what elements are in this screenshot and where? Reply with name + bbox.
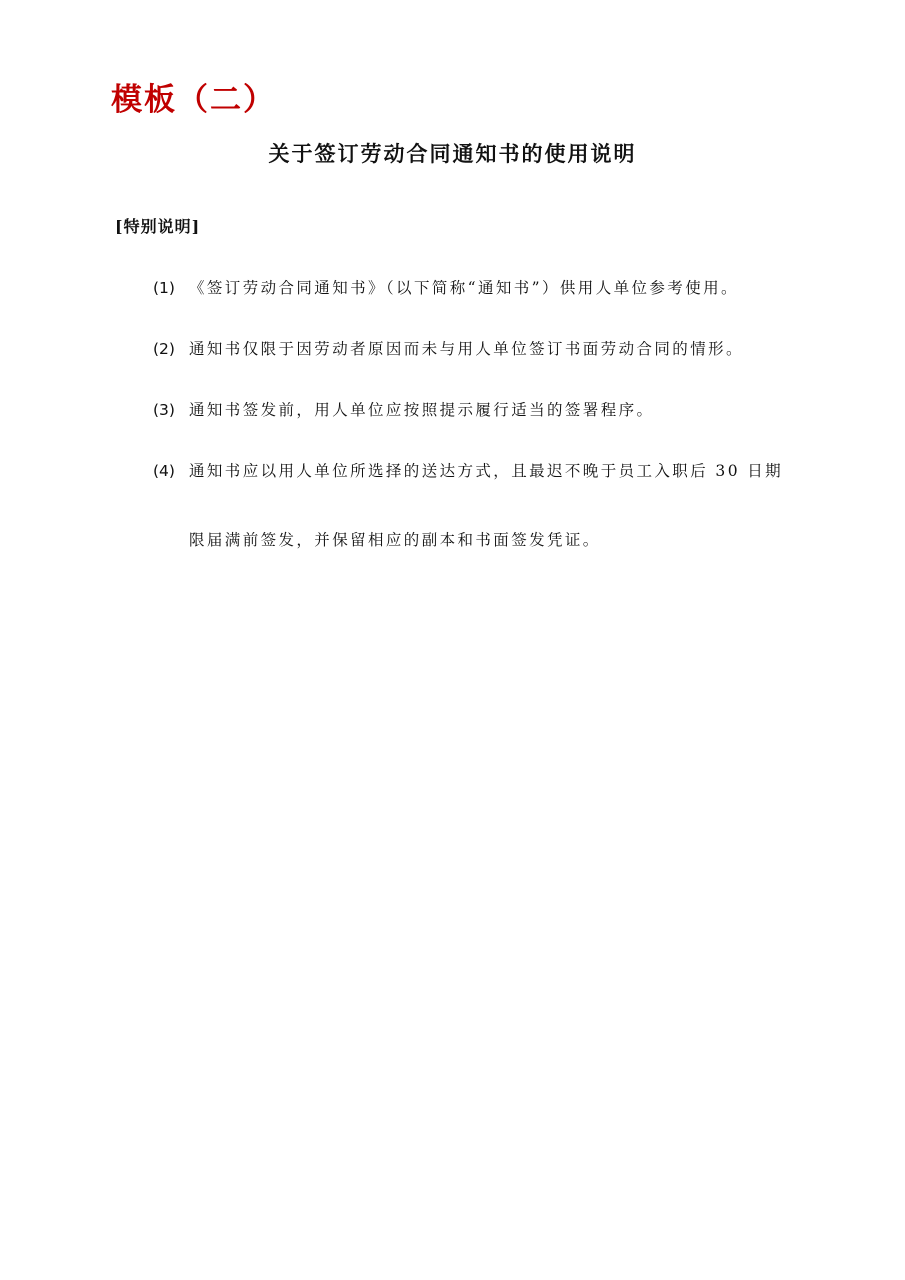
item-text: 通知书仅限于因劳动者原因而未与用人单位签订书面劳动合同的情形。	[189, 340, 744, 358]
template-label: 模板（二）	[111, 82, 276, 118]
section-heading: [特别说明]	[115, 217, 201, 236]
item-text: 通知书应以用人单位所选择的送达方式，且最迟不晚于员工入职后 30 日期	[189, 462, 784, 480]
item-number: (1)	[153, 279, 175, 297]
item-number: (2)	[153, 340, 175, 358]
list-item	[153, 276, 739, 298]
list-item	[153, 459, 783, 481]
item-text-continuation: 限届满前签发，并保留相应的副本和书面签发凭证。	[189, 531, 601, 549]
item-text: 通知书签发前，用人单位应按照提示履行适当的签署程序。	[189, 401, 655, 419]
document-title: 关于签订劳动合同通知书的使用说明	[268, 141, 637, 166]
item-number: (3)	[153, 401, 175, 419]
list-item	[153, 398, 654, 420]
item-number: (4)	[153, 462, 175, 480]
item-text: 《签订劳动合同通知书》（以下简称“通知书”）供用人单位参考使用。	[189, 279, 739, 297]
list-item	[153, 337, 744, 359]
